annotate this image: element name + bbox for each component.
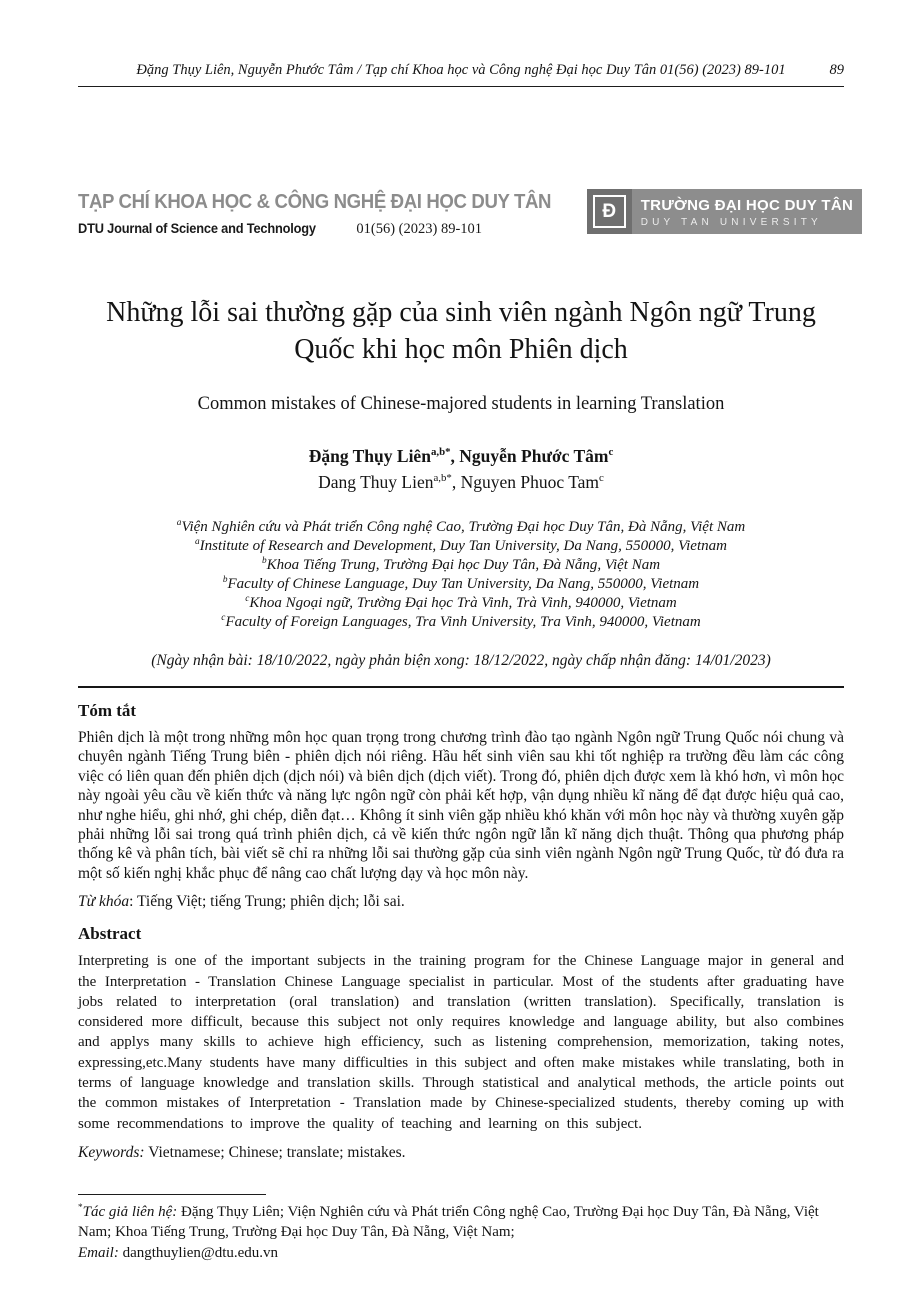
footnote-email-line [78,1243,844,1263]
affiliation-line [78,556,844,575]
affiliation-line [78,518,844,537]
author-affiliation-marker: a,b* [433,472,452,485]
author-name: Nguyễn Phước Tâm [459,446,609,466]
keywords-en-line [78,1144,844,1162]
abstract-vi-heading: Tóm tắt [78,701,137,720]
affiliation-marker: a [195,537,200,547]
author-name: Dang Thuy Lien [318,472,434,492]
author-affiliation-marker: c [599,472,604,485]
author-affiliation-marker: a,b* [430,446,451,459]
authors-line-vi [78,446,844,467]
email-address: dangthuylien@dtu.edu.vn [118,1244,279,1261]
university-name-en: DUY TAN UNIVERSITY [640,216,822,228]
keywords-vi-label: Từ khóa [78,893,130,911]
keywords-en-label: Keywords: [78,1143,145,1161]
journal-masthead [78,189,854,238]
affiliation-text: Khoa Ngoại ngữ, Trường Đại học Trà Vinh, Trà Vinh, 940000, Vietnam [249,595,677,611]
journal-name: TẠP CHÍ KHOA HỌC & CÔNG NGHỆ ĐẠI HỌC DUY TÂN [78,191,552,213]
affiliation-marker: a [176,518,182,528]
affiliation-line [78,537,844,556]
footnote-marker: * [78,1202,83,1213]
affiliation-marker: b [261,556,267,566]
university-logo-text [632,189,862,234]
university-logo [587,189,854,234]
email-label: Email: [78,1244,119,1261]
running-title: Đặng Thụy Liên, Nguyễn Phước Tâm / Tạp chí Khoa học và Công nghệ Đại học Duy Tân 01(56) (2023) 89-101 [136,62,786,78]
affiliation-text: Viện Nghiên cứu và Phát triển Công nghệ Cao, Trường Đại học Duy Tân, Đà Nẵng, Việt Nam [181,519,746,535]
affiliation-line [78,613,844,632]
authors-line-en [78,472,844,493]
submission-dates: (Ngày nhận bài: 18/10/2022, ngày phản biện xong: 18/12/2022, ngày chấp nhận đăng: 14/01/2023) [151,652,771,669]
abstract-vi-text: Phiên dịch là một trong những môn học quan trọng trong chương trình đào tạo ngành Ngôn ngữ Trung Quốc nói chung và chuyên ngành Tiếng Trung biên - phiên dịch nói riêng. Hầu hết sinh viên sau khi tốt nghiệp ra trường đều làm các công việc có liên quan đến phiên dịch (dịch nói) và biên dịch (dịch viết). Trong đó, phiên dịch được xem là khó hơn, vì môn học này ngoài yêu cầu về kiến thức và năng lực ngôn ngữ còn phải kết hợp, vận dụng nhiều kĩ năng để đạt được hiệu quả cao, như nghe hiểu, ghi nhớ, ghi chép, diễn đạt… Không ít sinh viên gặp nhiều khó khăn với môn học này và thường xuyên gặp phải những lỗi sai trong quá trình phiên dịch, cả về kiến thức ngôn ngữ lẫn kĩ năng dịch thuật. Thông qua phương pháp thống kê và phân tích, bài viết sẽ chỉ ra những lỗi sai thường gặp của sinh viên ngành Ngôn ngữ Trung Quốc, từ đó đưa ra một số kiến nghị khắc phục để nâng cao chất lượng dạy và học môn này. [78,729,844,882]
footnote-text-line [78,1202,844,1242]
keywords-vi-text: : Tiếng Việt; tiếng Trung; phiên dịch; lỗi sai. [129,893,405,911]
page-number: 89 [829,62,844,78]
running-header [78,62,844,79]
author-separator: , [450,446,460,466]
duytan-logo-icon [587,189,632,234]
university-name-vi: TRƯỜNG ĐẠI HỌC DUY TÂN [640,196,854,214]
keywords-vi-line [78,893,844,911]
article-title-en: Common mistakes of Chinese-majored students in learning Translation [197,394,725,414]
affiliation-marker: c [245,594,250,604]
affiliation-line [78,575,844,594]
affiliation-marker: b [222,575,228,585]
author-name: Đặng Thụy Liên [308,446,431,466]
footnote-body: Đặng Thụy Liên; Viện Nghiên cứu và Phát triển Công nghệ Cao, Trường Đại học Duy Tân, Đà Nẵng, Việt Nam; Khoa Tiếng Trung, Trường Đại học Duy Tân, Đà Nẵng, Việt Nam; [78,1203,819,1240]
author-separator: , [451,472,461,492]
journal-subtitle-row [78,221,587,238]
journal-subtitle: DTU Journal of Science and Technology [78,221,316,236]
duytan-logo-glyph: Đ [593,195,626,228]
header-rule [78,86,844,87]
article-title-vi: Những lỗi sai thường gặp của sinh viên ngành Ngôn ngữ Trung Quốc khi học môn Phiên dịch [106,297,816,365]
affiliation-text: Khoa Tiếng Trung, Trường Đại học Duy Tân, Đà Nẵng, Việt Nam [266,557,661,573]
author-name: Nguyen Phuoc Tam [460,472,600,492]
corresponding-author-footnote [78,1194,844,1263]
keywords-en-text: Vietnamese; Chinese; translate; mistakes. [144,1143,406,1161]
affiliation-text: Institute of Research and Development, Duy Tan University, Da Nang, 550000, Vietnam [199,538,727,554]
affiliation-marker: c [221,613,226,623]
footnote-label: Tác giả liên hệ: [82,1203,178,1220]
journal-issue: 01(56) (2023) 89-101 [356,221,483,237]
abstract-en-heading: Abstract [78,924,142,944]
affiliation-text: Faculty of Foreign Languages, Tra Vinh University, Tra Vinh, 940000, Vietnam [225,614,701,630]
affiliations-block [78,518,844,632]
footnote-rule [78,1194,266,1195]
journal-masthead-left [78,189,587,238]
affiliation-text: Faculty of Chinese Language, Duy Tan University, Da Nang, 550000, Vietnam [227,576,700,592]
affiliation-line [78,594,844,613]
section-divider-rule [78,686,844,688]
author-affiliation-marker: c [608,446,614,459]
abstract-en-text: Interpreting is one of the important subjects in the training program for the Chinese Language major in general and the Interpretation - Translation Chinese Language specialist in particular. Most of the students after graduating have jobs related to interpretation (oral translation) and translation (written translation). Specifically, translation is considered more difficult, because this subject not only requires knowledge and language ability, but also combines and applys many skills to achieve high efficiency, such as listening comprehension, memorization, taking notes, expressing,etc.Many students have many difficulties in this subject and often make mistakes while translating, both in terms of language knowledge and translation skills. Through statistical and analytical methods, the article points out the common mistakes of Interpretation - Translation made by Chinese-specialized students, thereby coming up with some recommendations to improve the quality of teaching and learning on this subject. [78,953,844,1132]
